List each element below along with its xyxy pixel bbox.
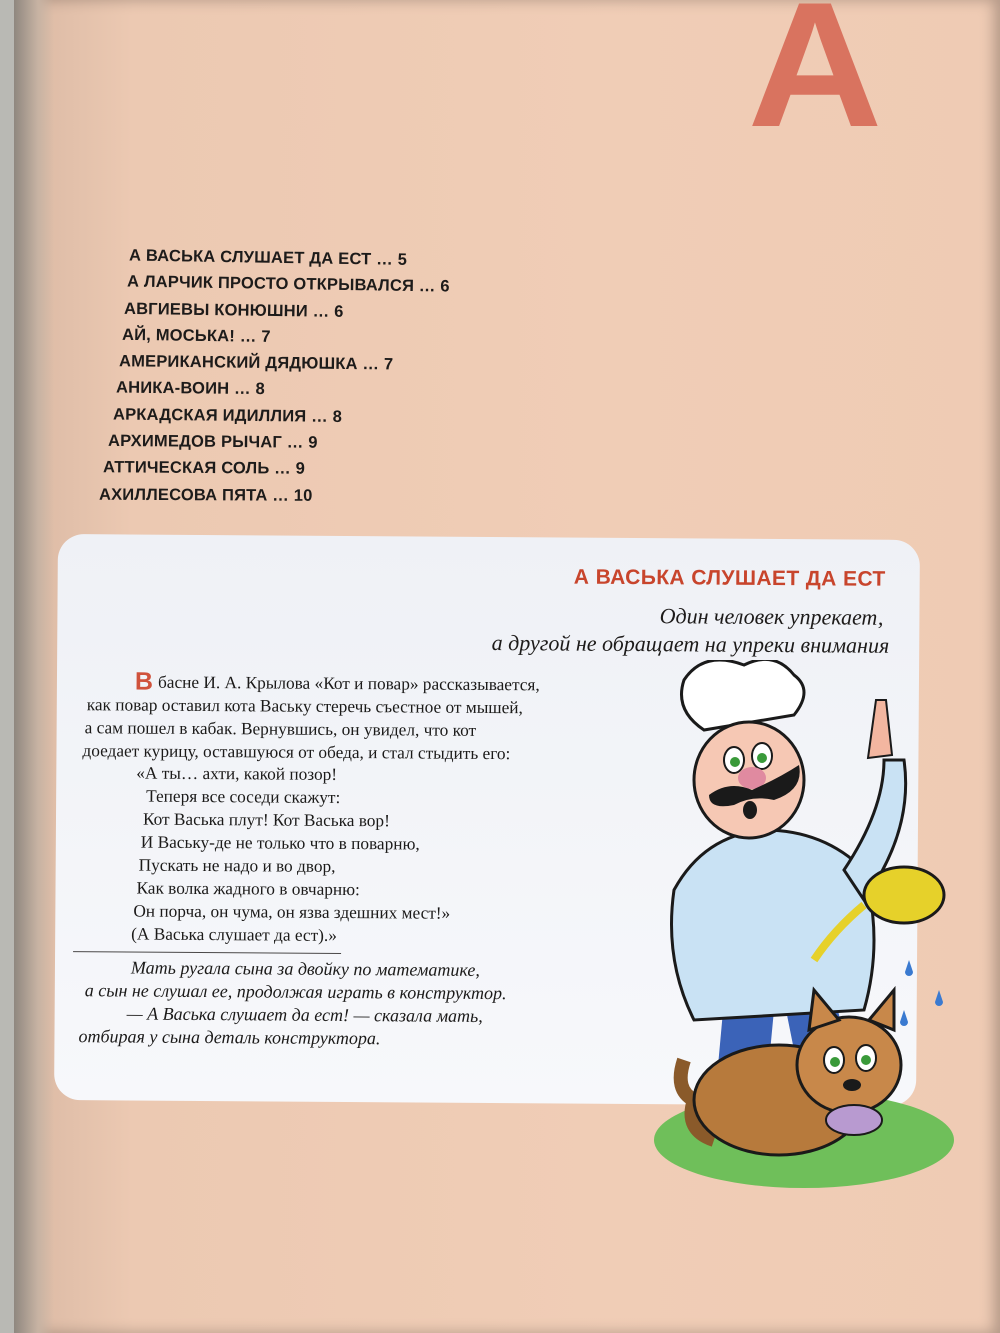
toc-entry[interactable]: АХИЛЛЕСОВА ПЯТА … 10 xyxy=(98,485,313,505)
verse-line: (А Васька слушает да ест).» xyxy=(131,924,337,945)
toc-entry[interactable]: АВГИЕВЫ КОНЮШНИ … 6 xyxy=(123,299,344,321)
body-line: как повар оставил кота Ваську стеречь съестное от мышей, xyxy=(86,695,523,718)
verse-line: И Ваську-де не только что в поварню, xyxy=(140,832,420,854)
body-line: доедает курицу, оставшуюся от обеда, и стал стыдить его: xyxy=(82,741,511,764)
divider-line xyxy=(73,951,341,954)
toc-entry[interactable]: А ВАСЬКА СЛУШАЕТ ДА ЕСТ … 5 xyxy=(128,246,408,269)
section-letter: А xyxy=(747,0,883,164)
verse-line: Кот Васька плут! Кот Васька вор! xyxy=(142,809,390,831)
drop-cap: В xyxy=(134,667,154,696)
usage-example xyxy=(74,956,595,1052)
verse-line: Как волка жадного в овчарню: xyxy=(136,878,360,900)
body-line: а сам пошел в кабак. Вернувшись, он увидел, что кот xyxy=(84,718,477,740)
verse-line: Он порча, он чума, он язва здешних мест!» xyxy=(133,901,451,923)
verse-line: Пускать не надо и во двор, xyxy=(138,855,336,876)
toc-entry[interactable]: АТТИЧЕСКАЯ СОЛЬ … 9 xyxy=(102,458,306,479)
subtitle-line: Один человек упрекает, xyxy=(659,603,884,630)
toc-entry[interactable]: А ЛАРЧИК ПРОСТО ОТКРЫВАЛСЯ … 6 xyxy=(126,272,450,296)
book-spine-shadow xyxy=(14,0,54,1333)
verse-line: Теперя все соседи скажут: xyxy=(146,786,341,807)
toc-entry[interactable]: АЙ, МОСЬКА! … 7 xyxy=(121,325,271,346)
toc-entry[interactable]: АНИКА-ВОИН … 8 xyxy=(115,379,266,399)
body-line-text: басне И. А. Крылова «Кот и повар» рассказывается, xyxy=(157,672,540,695)
verse-line: «А ты… ахти, какой позор! xyxy=(136,763,338,784)
toc-entry[interactable]: АМЕРИКАНСКИЙ ДЯДЮШКА … 7 xyxy=(118,352,394,374)
example-line: — А Васька слушает да ест! — сказала мать, xyxy=(126,1003,483,1026)
fable-verse xyxy=(131,762,652,950)
subtitle-line: а другой не обращает на упреки внимания xyxy=(491,630,890,658)
table-of-contents xyxy=(99,246,599,509)
example-line: отбирая у сына деталь конструктора. xyxy=(78,1026,381,1049)
toc-entry[interactable]: АРХИМЕДОВ РЫЧАГ … 9 xyxy=(107,431,318,452)
article-body xyxy=(82,667,683,766)
example-line: Мать ругала сына за двойку по математике, xyxy=(130,957,481,980)
example-line: а сын не слушал ее, продолжая играть в конструктор. xyxy=(84,980,507,1004)
article-subtitle xyxy=(289,600,889,660)
toc-entry[interactable]: АРКАДСКАЯ ИДИЛЛИЯ … 8 xyxy=(112,405,343,426)
book-page xyxy=(14,0,1000,1333)
article-title: А ВАСЬКА СЛУШАЕТ ДА ЕСТ xyxy=(573,565,886,591)
cook-and-cat-illustration xyxy=(654,660,984,1220)
